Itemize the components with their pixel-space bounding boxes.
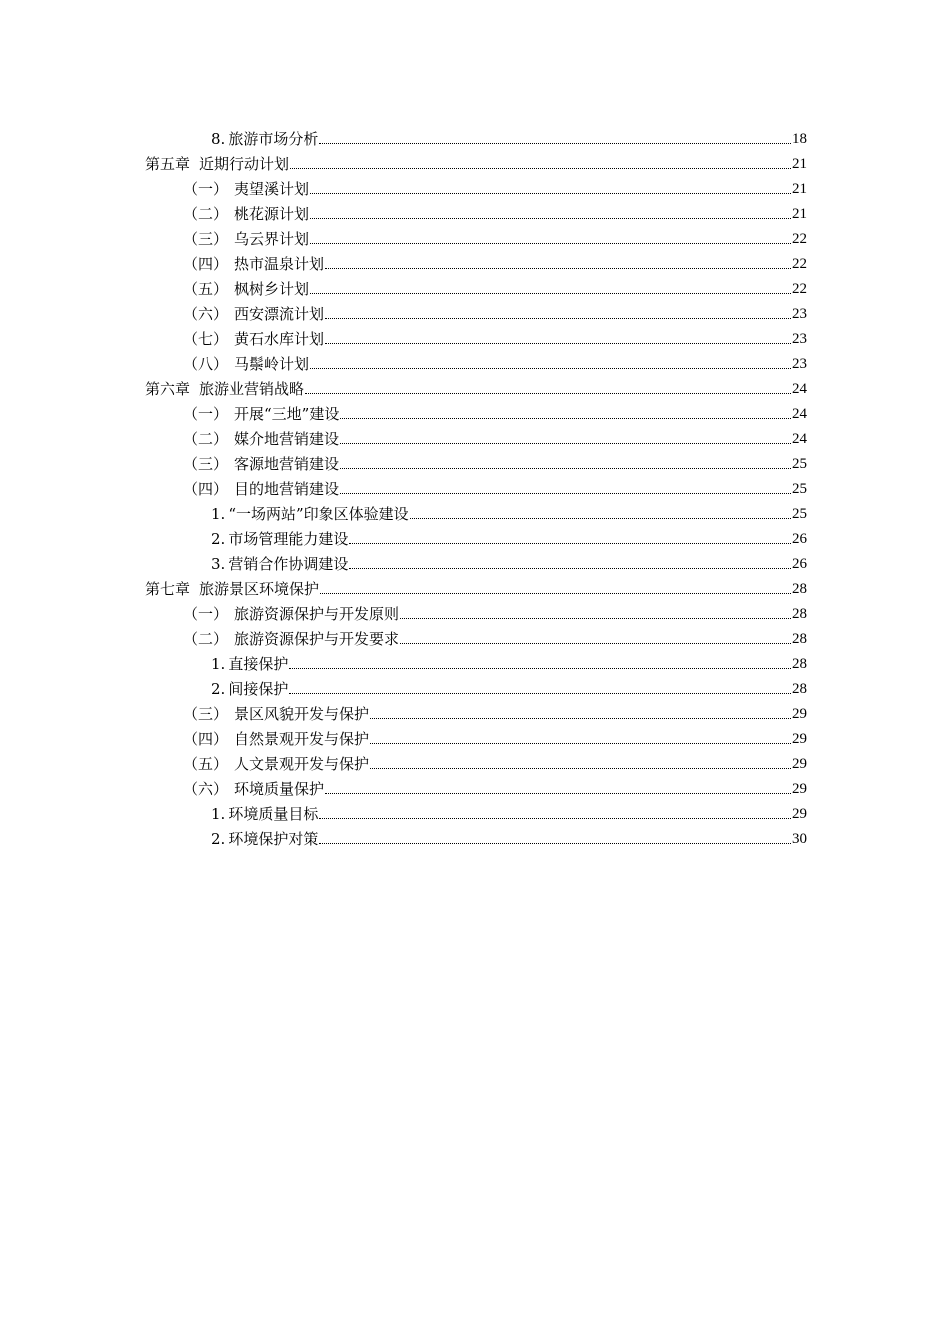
toc-entry-page-number: 25 bbox=[792, 506, 807, 522]
toc-entry-number: 8. bbox=[211, 130, 226, 148]
toc-entry-number: （七） bbox=[183, 330, 229, 348]
toc-entry[interactable] bbox=[145, 149, 807, 174]
toc-entry-number: （三） bbox=[183, 455, 229, 473]
dot-leader bbox=[319, 143, 791, 144]
toc-entry-page-number: 30 bbox=[792, 831, 807, 847]
toc-entry-number: （四） bbox=[183, 730, 229, 748]
toc-entry[interactable] bbox=[145, 199, 807, 224]
dot-leader bbox=[290, 168, 791, 169]
toc-entry-number: （八） bbox=[183, 355, 229, 373]
toc-entry-page-number: 28 bbox=[792, 656, 807, 672]
toc-entry-page-number: 28 bbox=[792, 606, 807, 622]
toc-entry-title: 夷望溪计划 bbox=[234, 180, 310, 198]
toc-entry-number: 1. bbox=[211, 655, 226, 673]
toc-entry-page-number: 24 bbox=[792, 431, 807, 447]
toc-entry-title: 西安漂流计划 bbox=[234, 305, 325, 323]
toc-entry-number: 1. bbox=[211, 505, 226, 523]
toc-entry-number: （一） bbox=[183, 405, 229, 423]
toc-entry-page-number: 29 bbox=[792, 781, 807, 797]
toc-entry-number: 2. bbox=[211, 530, 226, 548]
toc-entry[interactable] bbox=[145, 374, 807, 399]
dot-leader bbox=[340, 443, 791, 444]
toc-entry[interactable] bbox=[145, 474, 807, 499]
toc-entry-number: 第七章 bbox=[145, 580, 191, 598]
toc-entry-page-number: 18 bbox=[792, 131, 807, 147]
toc-entry-title: 市场管理能力建设 bbox=[228, 530, 349, 548]
dot-leader bbox=[325, 318, 791, 319]
toc-entry-title: 环境保护对策 bbox=[228, 830, 319, 848]
toc-entry-page-number: 22 bbox=[792, 256, 807, 272]
toc-entry-title: 旅游景区环境保护 bbox=[199, 580, 320, 598]
toc-entry[interactable] bbox=[145, 749, 807, 774]
toc-entry-number: （六） bbox=[183, 780, 229, 798]
toc-entry[interactable] bbox=[145, 549, 807, 574]
dot-leader bbox=[310, 193, 791, 194]
toc-entry[interactable] bbox=[145, 449, 807, 474]
dot-leader bbox=[370, 718, 791, 719]
toc-entry-number: 1. bbox=[211, 805, 226, 823]
dot-leader bbox=[319, 818, 791, 819]
toc-entry-page-number: 24 bbox=[792, 406, 807, 422]
toc-entry-number: 2. bbox=[211, 680, 226, 698]
toc-entry-title: 自然景观开发与保护 bbox=[234, 730, 370, 748]
toc-entry-title: 枫树乡计划 bbox=[234, 280, 310, 298]
dot-leader bbox=[325, 343, 791, 344]
dot-leader bbox=[310, 293, 791, 294]
toc-entry[interactable] bbox=[145, 249, 807, 274]
toc-entry-number: 2. bbox=[211, 830, 226, 848]
dot-leader bbox=[340, 468, 791, 469]
toc-entry[interactable] bbox=[145, 799, 807, 824]
toc-entry-title: 人文景观开发与保护 bbox=[234, 755, 370, 773]
dot-leader bbox=[310, 218, 791, 219]
toc-entry-title: “一场两站”印象区体验建设 bbox=[228, 505, 409, 523]
toc-entry[interactable] bbox=[145, 124, 807, 149]
toc-entry[interactable] bbox=[145, 499, 807, 524]
toc-entry-page-number: 29 bbox=[792, 756, 807, 772]
toc-entry-title: 乌云界计划 bbox=[234, 230, 310, 248]
toc-entry-number: （二） bbox=[183, 205, 229, 223]
toc-entry-number: 3. bbox=[211, 555, 226, 573]
toc-entry-title: 桃花源计划 bbox=[234, 205, 310, 223]
dot-leader bbox=[370, 743, 791, 744]
toc-entry-number: （六） bbox=[183, 305, 229, 323]
dot-leader bbox=[325, 793, 791, 794]
toc-entry-title: 媒介地营销建设 bbox=[234, 430, 340, 448]
toc-entry[interactable] bbox=[145, 599, 807, 624]
toc-entry[interactable] bbox=[145, 724, 807, 749]
toc-entry-title: 景区风貌开发与保护 bbox=[234, 705, 370, 723]
toc-entry[interactable] bbox=[145, 774, 807, 799]
toc-entry[interactable] bbox=[145, 174, 807, 199]
toc-entry-page-number: 21 bbox=[792, 181, 807, 197]
dot-leader bbox=[289, 668, 791, 669]
toc-entry[interactable] bbox=[145, 524, 807, 549]
toc-entry[interactable] bbox=[145, 349, 807, 374]
toc-entry-page-number: 25 bbox=[792, 456, 807, 472]
dot-leader bbox=[370, 768, 791, 769]
toc-entry-page-number: 21 bbox=[792, 156, 807, 172]
toc-entry-title: 旅游资源保护与开发要求 bbox=[234, 630, 400, 648]
dot-leader bbox=[400, 643, 791, 644]
dot-leader bbox=[289, 693, 791, 694]
toc-entry-title: 营销合作协调建设 bbox=[228, 555, 349, 573]
toc-entry-page-number: 29 bbox=[792, 806, 807, 822]
toc-entry-title: 开展“三地”建设 bbox=[234, 405, 340, 423]
toc-entry-page-number: 29 bbox=[792, 731, 807, 747]
toc-entry-number: （三） bbox=[183, 705, 229, 723]
dot-leader bbox=[349, 568, 791, 569]
toc-entry-page-number: 26 bbox=[792, 531, 807, 547]
toc-entry-page-number: 23 bbox=[792, 356, 807, 372]
toc-entry-page-number: 23 bbox=[792, 331, 807, 347]
toc-entry-number: （二） bbox=[183, 630, 229, 648]
toc-entry-page-number: 28 bbox=[792, 631, 807, 647]
toc-entry-page-number: 22 bbox=[792, 281, 807, 297]
toc-entry-title: 近期行动计划 bbox=[199, 155, 290, 173]
toc-entry[interactable] bbox=[145, 624, 807, 649]
toc-entry-title: 黄石水库计划 bbox=[234, 330, 325, 348]
toc-entry-title: 客源地营销建设 bbox=[234, 455, 340, 473]
dot-leader bbox=[400, 618, 791, 619]
toc-entry[interactable] bbox=[145, 674, 807, 699]
dot-leader bbox=[410, 518, 791, 519]
toc-entry-number: （三） bbox=[183, 230, 229, 248]
toc-entry-page-number: 29 bbox=[792, 706, 807, 722]
toc-entry-page-number: 28 bbox=[792, 581, 807, 597]
toc-entry-title: 旅游资源保护与开发原则 bbox=[234, 605, 400, 623]
dot-leader bbox=[325, 268, 791, 269]
toc-entry-title: 马鬃岭计划 bbox=[234, 355, 310, 373]
toc-entry-title: 旅游市场分析 bbox=[228, 130, 319, 148]
toc-entry-number: （一） bbox=[183, 605, 229, 623]
toc-entry[interactable] bbox=[145, 299, 807, 324]
toc-entry-number: 第五章 bbox=[145, 155, 191, 173]
dot-leader bbox=[349, 543, 791, 544]
toc-entry-title: 间接保护 bbox=[228, 680, 289, 698]
dot-leader bbox=[319, 843, 791, 844]
toc-entry-number: （一） bbox=[183, 180, 229, 198]
toc-entry[interactable] bbox=[145, 224, 807, 249]
toc-entry-page-number: 23 bbox=[792, 306, 807, 322]
toc-entry-title: 环境质量保护 bbox=[234, 780, 325, 798]
dot-leader bbox=[310, 243, 791, 244]
toc-entry-page-number: 24 bbox=[792, 381, 807, 397]
toc-entry-number: （四） bbox=[183, 255, 229, 273]
toc-entry-number: （二） bbox=[183, 430, 229, 448]
toc-entry-page-number: 22 bbox=[792, 231, 807, 247]
dot-leader bbox=[310, 368, 791, 369]
toc-entry-number: （四） bbox=[183, 480, 229, 498]
dot-leader bbox=[340, 418, 791, 419]
table-of-contents bbox=[145, 124, 807, 849]
toc-entry-title: 直接保护 bbox=[228, 655, 289, 673]
toc-entry-page-number: 25 bbox=[792, 481, 807, 497]
toc-entry[interactable] bbox=[145, 699, 807, 724]
toc-entry[interactable] bbox=[145, 649, 807, 674]
toc-entry-page-number: 28 bbox=[792, 681, 807, 697]
toc-entry-page-number: 21 bbox=[792, 206, 807, 222]
dot-leader bbox=[340, 493, 791, 494]
toc-entry[interactable] bbox=[145, 574, 807, 599]
toc-entry-number: （五） bbox=[183, 755, 229, 773]
toc-entry-page-number: 26 bbox=[792, 556, 807, 572]
toc-entry-title: 热市温泉计划 bbox=[234, 255, 325, 273]
toc-entry[interactable] bbox=[145, 424, 807, 449]
dot-leader bbox=[305, 393, 791, 394]
toc-entry[interactable] bbox=[145, 399, 807, 424]
toc-entry[interactable] bbox=[145, 324, 807, 349]
toc-entry[interactable] bbox=[145, 274, 807, 299]
toc-entry-number: （五） bbox=[183, 280, 229, 298]
toc-entry-title: 目的地营销建设 bbox=[234, 480, 340, 498]
toc-entry-title: 旅游业营销战略 bbox=[199, 380, 305, 398]
toc-entry-number: 第六章 bbox=[145, 380, 191, 398]
toc-entry-title: 环境质量目标 bbox=[228, 805, 319, 823]
toc-entry[interactable] bbox=[145, 824, 807, 849]
dot-leader bbox=[320, 593, 791, 594]
